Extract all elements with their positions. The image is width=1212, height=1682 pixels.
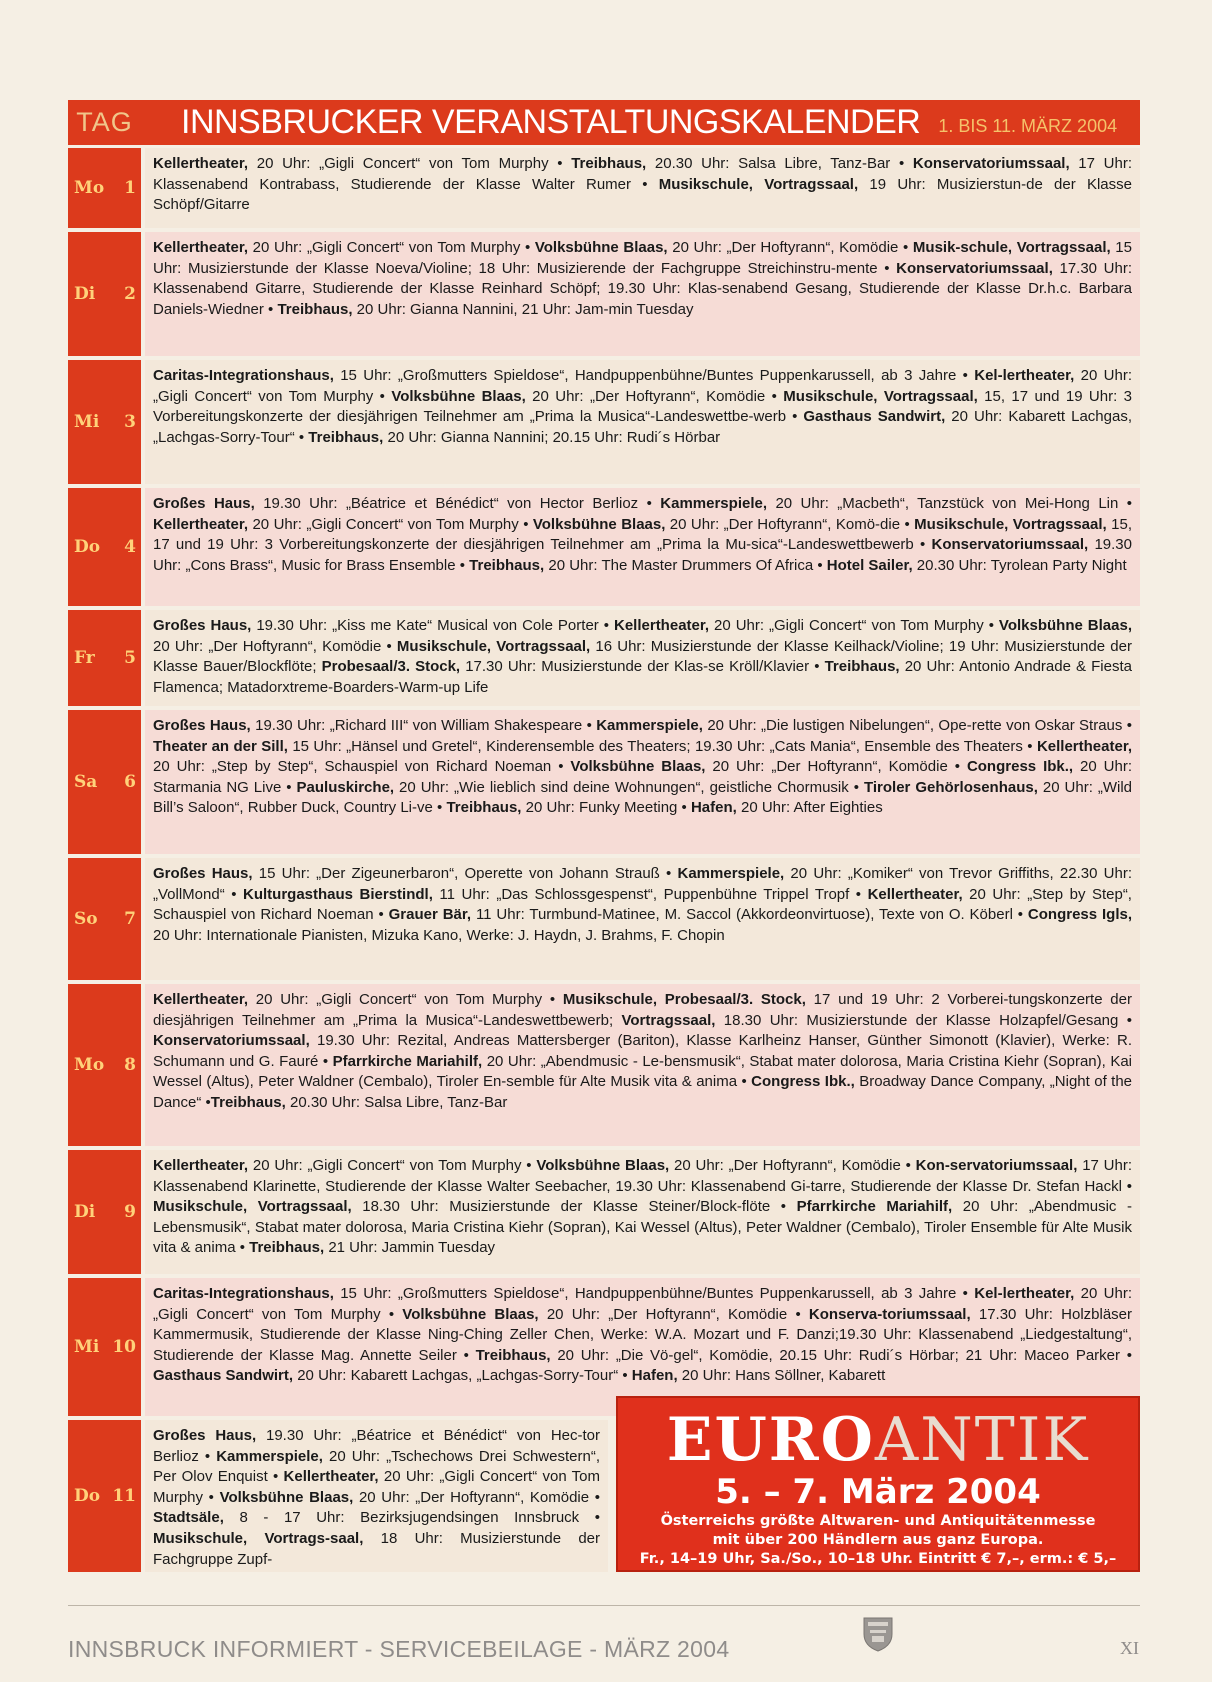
ad-brand-antik: ANTIK (874, 1405, 1090, 1475)
day-events: Großes Haus, 19.30 Uhr: „Richard III“ von William Shakespeare • Kammerspiele, 20 Uhr: „Die lustigen Nibelungen“, Ope-rette von Oskar Straus • Theater an der Sill, 15 Uhr: „Hänsel und Gretel“, Kinderensemble des Theaters; 19.30 Uhr: „Cats Mania“, Ensemble des Theaters • Kellertheater, 20 Uhr: „Step by Step“, Schauspiel von Richard Noeman • Volksbühne Blaas, 20 Uhr: „Der Hoftyrann“, Komödie • Congress Ibk., 20 Uhr: Starmania NG Live • Pauluskirche, 20 Uhr: „Wie lieblich sind deine Wohnungen“, geistliche Chormusik • Tiroler Gehörlosenhaus, 20 Uhr: „Wild Bill’s Saloon“, Rubber Duck, Country Li-ve • Treibhaus, 20 Uhr: Funky Meeting • Hafen, 20 Uhr: After Eighties (145, 710, 1140, 854)
ad-dealers: mit über 200 Händlern aus ganz Europa. (712, 1532, 1044, 1548)
day-number: 11 (112, 1486, 136, 1506)
day-label (68, 1150, 141, 1274)
day-abbr: So (74, 909, 98, 929)
day-label (68, 984, 141, 1146)
day-label (68, 710, 141, 854)
day-label (68, 232, 141, 356)
day-abbr: Di (74, 284, 96, 304)
day-row (68, 1150, 1140, 1274)
day-row (68, 610, 1140, 706)
day-label (68, 360, 141, 484)
day-events: Großes Haus, 19.30 Uhr: „Béatrice et Bénédict“ von Hec-tor Berlioz • Kammerspiele, 20 Uhr: „Tschechows Drei Schwestern“, Per Olov Enquist • Kellertheater, 20 Uhr: „Gigli Concert“ von Tom Murphy • Volksbühne Blaas, 20 Uhr: „Der Hoftyrann“, Komödie • Stadtsäle, 8 - 17 Uhr: Bezirksjugendsingen Innsbruck • Musikschule, Vortrags-saal, 18 Uhr: Musizierstunde der Fachgruppe Zupf- (145, 1420, 608, 1572)
footer-divider (68, 1605, 1140, 1606)
city-crest-icon (862, 1614, 894, 1652)
day-label (68, 1278, 141, 1416)
day-events: Kellertheater, 20 Uhr: „Gigli Concert“ von Tom Murphy • Volksbühne Blaas, 20 Uhr: „Der Hoftyrann“, Komödie • Musik-schule, Vortragssaal, 15 Uhr: Musizierstunde der Klasse Noeva/Violine; 18 Uhr: Musizierende der Fachgruppe Streichinstru-mente • Konservatoriumssaal, 17.30 Uhr: Klassenabend Gitarre, Studierende der Klasse Reinhard Schöpf; 19.30 Uhr: Klas-senabend Gesang, Studierende der Klasse Dr.h.c. Barbara Daniels-Wiedner • Treibhaus, 20 Uhr: Gianna Nannini, 21 Uhr: Jam-min Tuesday (145, 232, 1140, 356)
day-row (68, 1420, 608, 1572)
day-events: Kellertheater, 20 Uhr: „Gigli Concert“ von Tom Murphy • Treibhaus, 20.30 Uhr: Salsa Libre, Tanz-Bar • Konservatoriumssaal, 17 Uhr: Klassenabend Kontrabass, Studierende der Klasse Walter Rumer • Musikschule, Vortragssaal, 19 Uhr: Musizierstun-de der Klasse Schöpf/Gitarre (145, 148, 1140, 228)
day-number: 4 (124, 537, 136, 557)
day-events: Kellertheater, 20 Uhr: „Gigli Concert“ von Tom Murphy • Volksbühne Blaas, 20 Uhr: „Der Hoftyrann“, Komödie • Kon-servatoriumssaal, 17 Uhr: Klassenabend Klarinette, Studierende der Klasse Walter Seebacher, 19.30 Uhr: Klassenabend Gi-tarre, Studierende der Klasse Dr. Stefan Hackl • Musikschule, Vortragssaal, 18.30 Uhr: Musizierstunde der Klasse Steiner/Block-flöte • Pfarrkirche Mariahilf, 20 Uhr: „Abendmusic - Lebensmusik“, Stabat mater dolorosa, Maria Cristina Kiehr (Sopran), Kai Wessel (Altus), Peter Waldner (Cembalo), Tiroler Ensemble für Alte Musik vita & anima • Treibhaus, 21 Uhr: Jammin Tuesday (145, 1150, 1140, 1274)
day-label (68, 488, 141, 606)
day-events: Großes Haus, 15 Uhr: „Der Zigeunerbaron“, Operette von Johann Strauß • Kammerspiele, 20 Uhr: „Komiker“ von Trevor Griffiths, 22.30 Uhr: „VollMond“ • Kulturgasthaus Bierstindl, 11 Uhr: „Das Schlossgespenst“, Puppenbühne Trippel Tropf • Kellertheater, 20 Uhr: „Step by Step“, Schauspiel von Richard Noeman • Grauer Bär, 11 Uhr: Turmbund-Matinee, M. Saccol (Akkordeonvirtuose), Texte von O. Köberl • Congress Igls, 20 Uhr: Internationale Pianisten, Mizuka Kano, Werke: J. Haydn, J. Brahms, F. Chopin (145, 858, 1140, 980)
day-events: Großes Haus, 19.30 Uhr: „Béatrice et Bénédict“ von Hector Berlioz • Kammerspiele, 20 Uhr: „Macbeth“, Tanzstück von Mei-Hong Lin • Kellertheater, 20 Uhr: „Gigli Concert“ von Tom Murphy • Volksbühne Blaas, 20 Uhr: „Der Hoftyrann“, Komö-die • Musikschule, Vortragssaal, 15, 17 und 19 Uhr: 3 Vorbereitungskonzerte der diesjährigen Teilnehmer am „Prima la Mu-sica“-Landeswettbewerb • Konservatoriumssaal, 19.30 Uhr: „Cons Brass“, Music for Brass Ensemble • Treibhaus, 20 Uhr: The Master Drummers Of Africa • Hotel Sailer, 20.30 Uhr: Tyrolean Party Night (145, 488, 1140, 606)
ad-brand-euro: EURO (666, 1405, 875, 1475)
day-abbr: Di (74, 1202, 96, 1222)
day-number: 1 (124, 178, 136, 198)
day-label (68, 148, 141, 228)
day-row (68, 488, 1140, 606)
day-number: 3 (124, 412, 136, 432)
day-number: 9 (124, 1202, 136, 1222)
day-number: 8 (124, 1055, 136, 1075)
ad-dates: 5. – 7. März 2004 (715, 1472, 1041, 1512)
day-abbr: Do (74, 1486, 101, 1506)
day-number: 2 (124, 284, 136, 304)
day-abbr: Do (74, 537, 101, 557)
day-label (68, 610, 141, 706)
day-row (68, 710, 1140, 854)
day-events: Kellertheater, 20 Uhr: „Gigli Concert“ von Tom Murphy • Musikschule, Probesaal/3. Stock, 17 und 19 Uhr: 2 Vorberei-tungskonzerte der diesjährigen Teilnehmer am „Prima la Musica“-Landeswettbewerb; Vortragssaal, 18.30 Uhr: Musizierstunde der Klasse Holzapfel/Gesang • Konservatoriumssaal, 19.30 Uhr: Rezital, Andreas Mattersberger (Bariton), Klasse Karlheinz Hanser, Günther Simonott (Klavier), Werke: R. Schumann und G. Fauré • Pfarrkirche Mariahilf, 20 Uhr: „Abendmusic - Le-bensmusik“, Stabat mater dolorosa, Maria Cristina Kiehr (Sopran), Kai Wessel (Altus), Peter Waldner (Cembalo), Tiroler En-semble für Alte Musik vita & anima • Congress Ibk., Broadway Dance Company, „Night of the Dance“ •Treibhaus, 20.30 Uhr: Salsa Libre, Tanz-Bar (145, 984, 1140, 1146)
day-row (68, 148, 1140, 228)
calendar-header (68, 100, 1140, 145)
euroantik-advertisement (616, 1396, 1140, 1572)
day-number: 10 (112, 1337, 136, 1357)
day-abbr: Sa (74, 772, 98, 792)
day-row (68, 232, 1140, 356)
ad-hours-prices: Fr., 14–19 Uhr, Sa./So., 10–18 Uhr. Eintritt € 7,–, erm.: € 5,– (639, 1551, 1117, 1567)
ad-brand-logo (618, 1405, 1138, 1475)
day-abbr: Fr (74, 648, 95, 668)
day-events: Großes Haus, 19.30 Uhr: „Kiss me Kate“ Musical von Cole Porter • Kellertheater, 20 Uhr: „Gigli Concert“ von Tom Murphy • Volksbühne Blaas, 20 Uhr: „Der Hoftyrann“, Komödie • Musikschule, Vortragssaal, 16 Uhr: Musizierstunde der Klasse Keilhack/Violine; 19 Uhr: Musizierstunde der Klasse Bauer/Blockflöte; Probesaal/3. Stock, 17.30 Uhr: Musizierstunde der Klas-se Kröll/Klavier • Treibhaus, 20 Uhr: Antonio Andrade & Fiesta Flamenca; Matadorxtreme-Boarders-Warm-up Life (145, 610, 1140, 706)
day-abbr: Mi (74, 1337, 100, 1357)
day-row (68, 858, 1140, 980)
day-number: 5 (124, 648, 136, 668)
day-abbr: Mo (74, 1055, 105, 1075)
tag-column-label: TAG (76, 107, 133, 137)
day-abbr: Mo (74, 178, 105, 198)
day-row (68, 360, 1140, 484)
date-range-subtitle: 1. BIS 11. MÄRZ 2004 (938, 116, 1118, 136)
day-label (68, 1420, 141, 1572)
day-events: Caritas-Integrationshaus, 15 Uhr: „Großmutters Spieldose“, Handpuppenbühne/Buntes Puppenkarussell, ab 3 Jahre • Kel-lertheater, 20 Uhr: „Gigli Concert“ von Tom Murphy • Volksbühne Blaas, 20 Uhr: „Der Hoftyrann“, Komödie • Musikschule, Vortragssaal, 15, 17 und 19 Uhr: 3 Vorbereitungskonzerte der diesjährigen Teilnehmer am „Prima la Musica“-Landeswettbe-werb • Gasthaus Sandwirt, 20 Uhr: Kabarett Lachgas, „Lachgas-Sorry-Tour“ • Treibhaus, 20 Uhr: Gianna Nannini; 20.15 Uhr: Rudi´s Hörbar (145, 360, 1140, 484)
day-abbr: Mi (74, 412, 100, 432)
page-title: INNSBRUCKER VERANSTALTUNGSKALENDER (181, 103, 921, 141)
footer-publication: INNSBRUCK INFORMIERT - SERVICEBEILAGE - MÄRZ 2004 (68, 1636, 730, 1662)
day-number: 6 (124, 772, 136, 792)
day-label (68, 858, 141, 980)
page-number: XI (1120, 1638, 1139, 1658)
day-events: Caritas-Integrationshaus, 15 Uhr: „Großmutters Spieldose“, Handpuppenbühne/Buntes Puppenkarussell, ab 3 Jahre • Kel-lertheater, 20 Uhr: „Gigli Concert“ von Tom Murphy • Volksbühne Blaas, 20 Uhr: „Der Hoftyrann“, Komödie • Konserva-toriumssaal, 17.30 Uhr: Holzbläser Kammermusik, Studierende der Klasse Ning-Ching Zeller Chen, Werke: W.A. Mozart und F. Danzi;19.30 Uhr: Klassenabend „Liedgestaltung“, Studierende der Klasse Mag. Annette Seiler • Treibhaus, 20 Uhr: „Die Vö-gel“, Komödie, 20.15 Uhr: Rudi´s Hörbar; 21 Uhr: Maceo Parker • Gasthaus Sandwirt, 20 Uhr: Kabarett Lachgas, „Lachgas-Sorry-Tour“ • Hafen, 20 Uhr: Hans Söllner, Kabarett (145, 1278, 1140, 1416)
day-row (68, 984, 1140, 1146)
ad-tagline: Österreichs größte Altwaren- und Antiquitätenmesse (660, 1513, 1096, 1529)
day-number: 7 (124, 909, 136, 929)
